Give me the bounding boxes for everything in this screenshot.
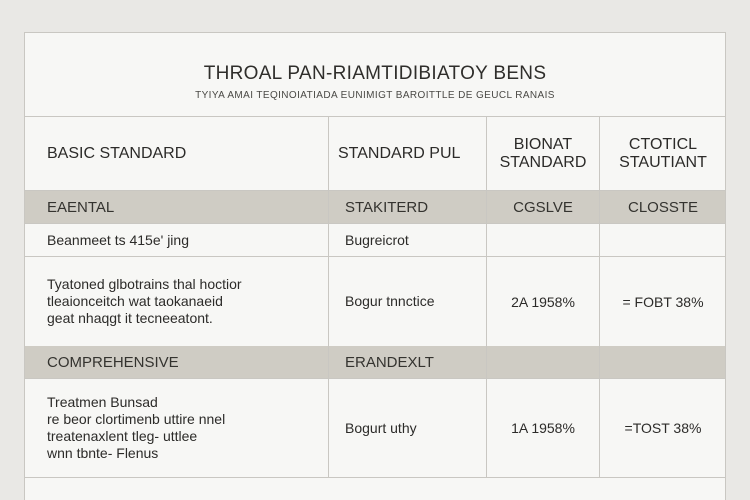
table-row-cell: Treatmen Bunsad re beor clortimenb uttire nnel treatenaxlent tleg- uttlee wnn tbnte- Flenus	[47, 394, 226, 461]
section-1-col4: CLOSSTE	[627, 198, 699, 216]
column-header-3: BIONAT STANDARD	[499, 135, 587, 171]
table-row-value: = FOBT 38%	[622, 293, 704, 310]
column-divider-1	[328, 116, 329, 477]
table-row-cell: Tyatoned glbotrains thal hoctior tleaionceitch wat taokanaeid geat nhaqgt it tecneeatont.	[47, 276, 242, 326]
table-row-cell: Beanmeet ts 415e' jing	[47, 231, 189, 248]
column-header-2: STANDARD PUL	[338, 144, 461, 162]
section-1-standard: STAKITERD	[345, 198, 429, 216]
table-row-cell: Bugreicrot	[345, 231, 409, 248]
section-1-label: EAENTAL	[47, 198, 115, 216]
section-2-standard: ERANDEXLT	[345, 353, 434, 371]
section-2-label: COMPREHENSIVE	[47, 353, 179, 371]
table-row-value: 2A 1958%	[511, 293, 575, 310]
document-sheet	[24, 32, 726, 500]
column-header-1: BASIC STANDARD	[47, 144, 187, 162]
table-row-value: 1A 1958%	[511, 420, 575, 436]
table-row-value: =TOST 38%	[624, 420, 702, 436]
row-divider-2	[25, 477, 725, 478]
column-header-4: CTOTICL STAUTIANT	[619, 135, 707, 171]
document-title: THROAL PAN-RIAMTIDIBIATOY BENS	[203, 63, 547, 84]
document-subtitle: TYIYA AMAI TEQINOIATIADA EUNIMIGT BAROITTLE DE GEUCL RANAIS	[195, 90, 555, 101]
table-row-cell: Bogurt uthy	[345, 419, 417, 436]
table-row-cell: Bogur tnnctice	[345, 293, 435, 309]
section-1-col3: CGSLVE	[513, 198, 573, 216]
